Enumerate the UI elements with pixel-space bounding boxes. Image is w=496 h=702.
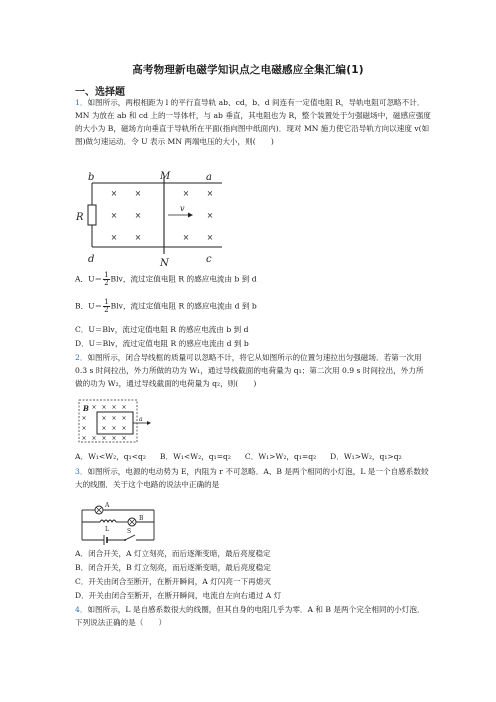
field-cross: × (111, 435, 117, 442)
q1-option-b[interactable] (75, 299, 257, 314)
label-M: M (160, 171, 171, 182)
question-number: 4． (75, 605, 88, 614)
q1-circuit-figure (76, 170, 226, 270)
q3-option-a[interactable]: A．闭合开关，A 灯立刻亮，而后逐渐变暗，最后亮度稳定 (75, 549, 271, 558)
label-A: A (105, 502, 110, 509)
q1-option-a[interactable] (75, 272, 257, 287)
section-heading: 一、选择题 (75, 87, 125, 98)
field-cross: × (111, 404, 117, 411)
question-text: 如图所示，电源的电动势为 E，内阻为 r 不可忽略．A、B 是两个相同的小灯泡，L 是一个自感系数较大的线圈．关于这个电路的说法中正确的是 (75, 467, 429, 490)
field-cross: × (206, 211, 214, 220)
question-3 (75, 465, 431, 491)
field-cross: × (134, 233, 142, 242)
field-cross: × (91, 435, 97, 442)
label-c: c (206, 254, 212, 265)
page-title: 高考物理新电磁学知识点之电磁感应全集汇编(1) (132, 64, 364, 76)
field-cross: × (134, 211, 142, 220)
option-prefix: A．U＝ (75, 274, 103, 284)
label-a: a (139, 416, 143, 423)
label-d: d (88, 254, 95, 265)
field-cross: × (110, 189, 118, 198)
field-label-B: B (83, 404, 89, 413)
field-cross: × (121, 435, 127, 442)
field-cross: × (101, 415, 107, 422)
label-S: S (127, 528, 132, 535)
question-4 (75, 603, 431, 629)
option-text: Blv，流过定值电阻 R 的感应电流由 d 到 b (110, 301, 257, 311)
question-number: 2． (75, 353, 88, 362)
question-text: 如图所示，闭合导线框的质量可以忽略不计，将它从如图所示的位置匀速拉出匀强磁场．若第一次用 0.3 s 时间拉出，外力所做的功为 W₁，通过导线截面的电荷量为 q₁；第二次用 0.9 s 时间拉出，外力所做的功为 W₂，通过导线截面的电荷量为 q₂，则( ) (75, 353, 424, 389)
q2-option-c[interactable]: C．W₁>W₂，q₁=q₂ (244, 452, 317, 461)
field-cross: × (206, 233, 214, 242)
label-N: N (160, 258, 169, 269)
field-cross: × (111, 415, 117, 422)
field-cross: × (101, 435, 107, 442)
q1-option-d[interactable]: D．U＝Blv，流过定值电阻 R 的感应电流由 d 到 b (75, 339, 249, 348)
field-cross: × (101, 404, 107, 411)
fraction-denominator: 2 (104, 279, 109, 287)
q3-option-c[interactable]: C．开关由闭合至断开，在断开瞬间，A 灯闪亮一下再熄灭 (75, 577, 271, 586)
question-2 (75, 351, 431, 390)
field-cross: × (121, 425, 127, 432)
label-R: R (76, 212, 84, 223)
question-1 (75, 96, 431, 148)
label-B: B (139, 515, 144, 522)
field-cross: × (91, 404, 97, 411)
q3-option-b[interactable]: B．闭合开关，B 灯立刻亮，而后逐渐变暗，最后亮度稳定 (75, 563, 271, 572)
field-cross: × (206, 189, 214, 198)
label-L: L (105, 526, 109, 533)
field-cross: × (111, 425, 117, 432)
fraction-denominator: 2 (104, 306, 109, 314)
fraction (103, 299, 109, 314)
field-cross: × (110, 211, 118, 220)
q2-option-a[interactable]: A．W₁<W₂，q₁<q₂ (75, 452, 146, 461)
fraction (103, 272, 109, 287)
q3-circuit-figure (78, 500, 160, 546)
velocity-label: v (180, 204, 185, 213)
q1-option-c[interactable]: C．U＝Blv，流过定值电阻 R 的感应电流由 b 到 d (75, 325, 249, 334)
question-number: 3． (75, 467, 88, 476)
field-cross: × (101, 425, 107, 432)
fraction-numerator: 1 (104, 298, 109, 306)
field-cross: × (121, 404, 127, 411)
field-cross: × (81, 435, 87, 442)
question-number: 1． (75, 98, 88, 107)
field-cross: × (81, 415, 87, 422)
q2-options (75, 451, 402, 463)
field-cross: × (121, 415, 127, 422)
label-b: b (88, 172, 95, 183)
label-a: a (206, 172, 212, 183)
field-cross: × (182, 233, 190, 242)
option-prefix: B．U＝ (75, 301, 103, 311)
q2-option-b[interactable]: B．W₁<W₂，q₁=q₂ (159, 452, 231, 461)
question-text: 如图所示，两根相距为 l 的平行直导轨 ab、cd，b、d 间连有一定值电阻 R，导轨电阻可忽略不计．MN 为放在 ab 和 cd 上的一导体杆，与 ab 垂直，其电阻也为 R，整个装置处于匀强磁场中，磁感应强度的大小为 B，磁场方向垂直于导轨所在平面(指向图中纸面内)．现对 MN 施力使它沿导轨方向以速度 v(如图)做匀速运动．令 U 表示 MN 两端电压的大小，则( ) (75, 98, 431, 147)
q2-frame-figure (77, 398, 157, 444)
field-cross: × (134, 189, 142, 198)
field-cross: × (81, 425, 87, 432)
q2-option-d[interactable]: D．W₁>W₂，q₁>q₂ (330, 452, 402, 461)
field-cross: × (182, 189, 190, 198)
option-text: Blv，流过定值电阻 R 的感应电流由 b 到 d (110, 274, 257, 284)
question-text: 如图所示，L 是自感系数很大的线圈，但其自身的电阻几乎为零．A 和 B 是两个完全相同的小灯泡．下列说法正确的是（ ） (75, 605, 425, 628)
q3-option-d[interactable]: D．开关由闭合至断开，在断开瞬间，电流自左向右通过 A 灯 (75, 591, 282, 600)
fraction-numerator: 1 (104, 271, 109, 279)
field-cross: × (110, 233, 118, 242)
